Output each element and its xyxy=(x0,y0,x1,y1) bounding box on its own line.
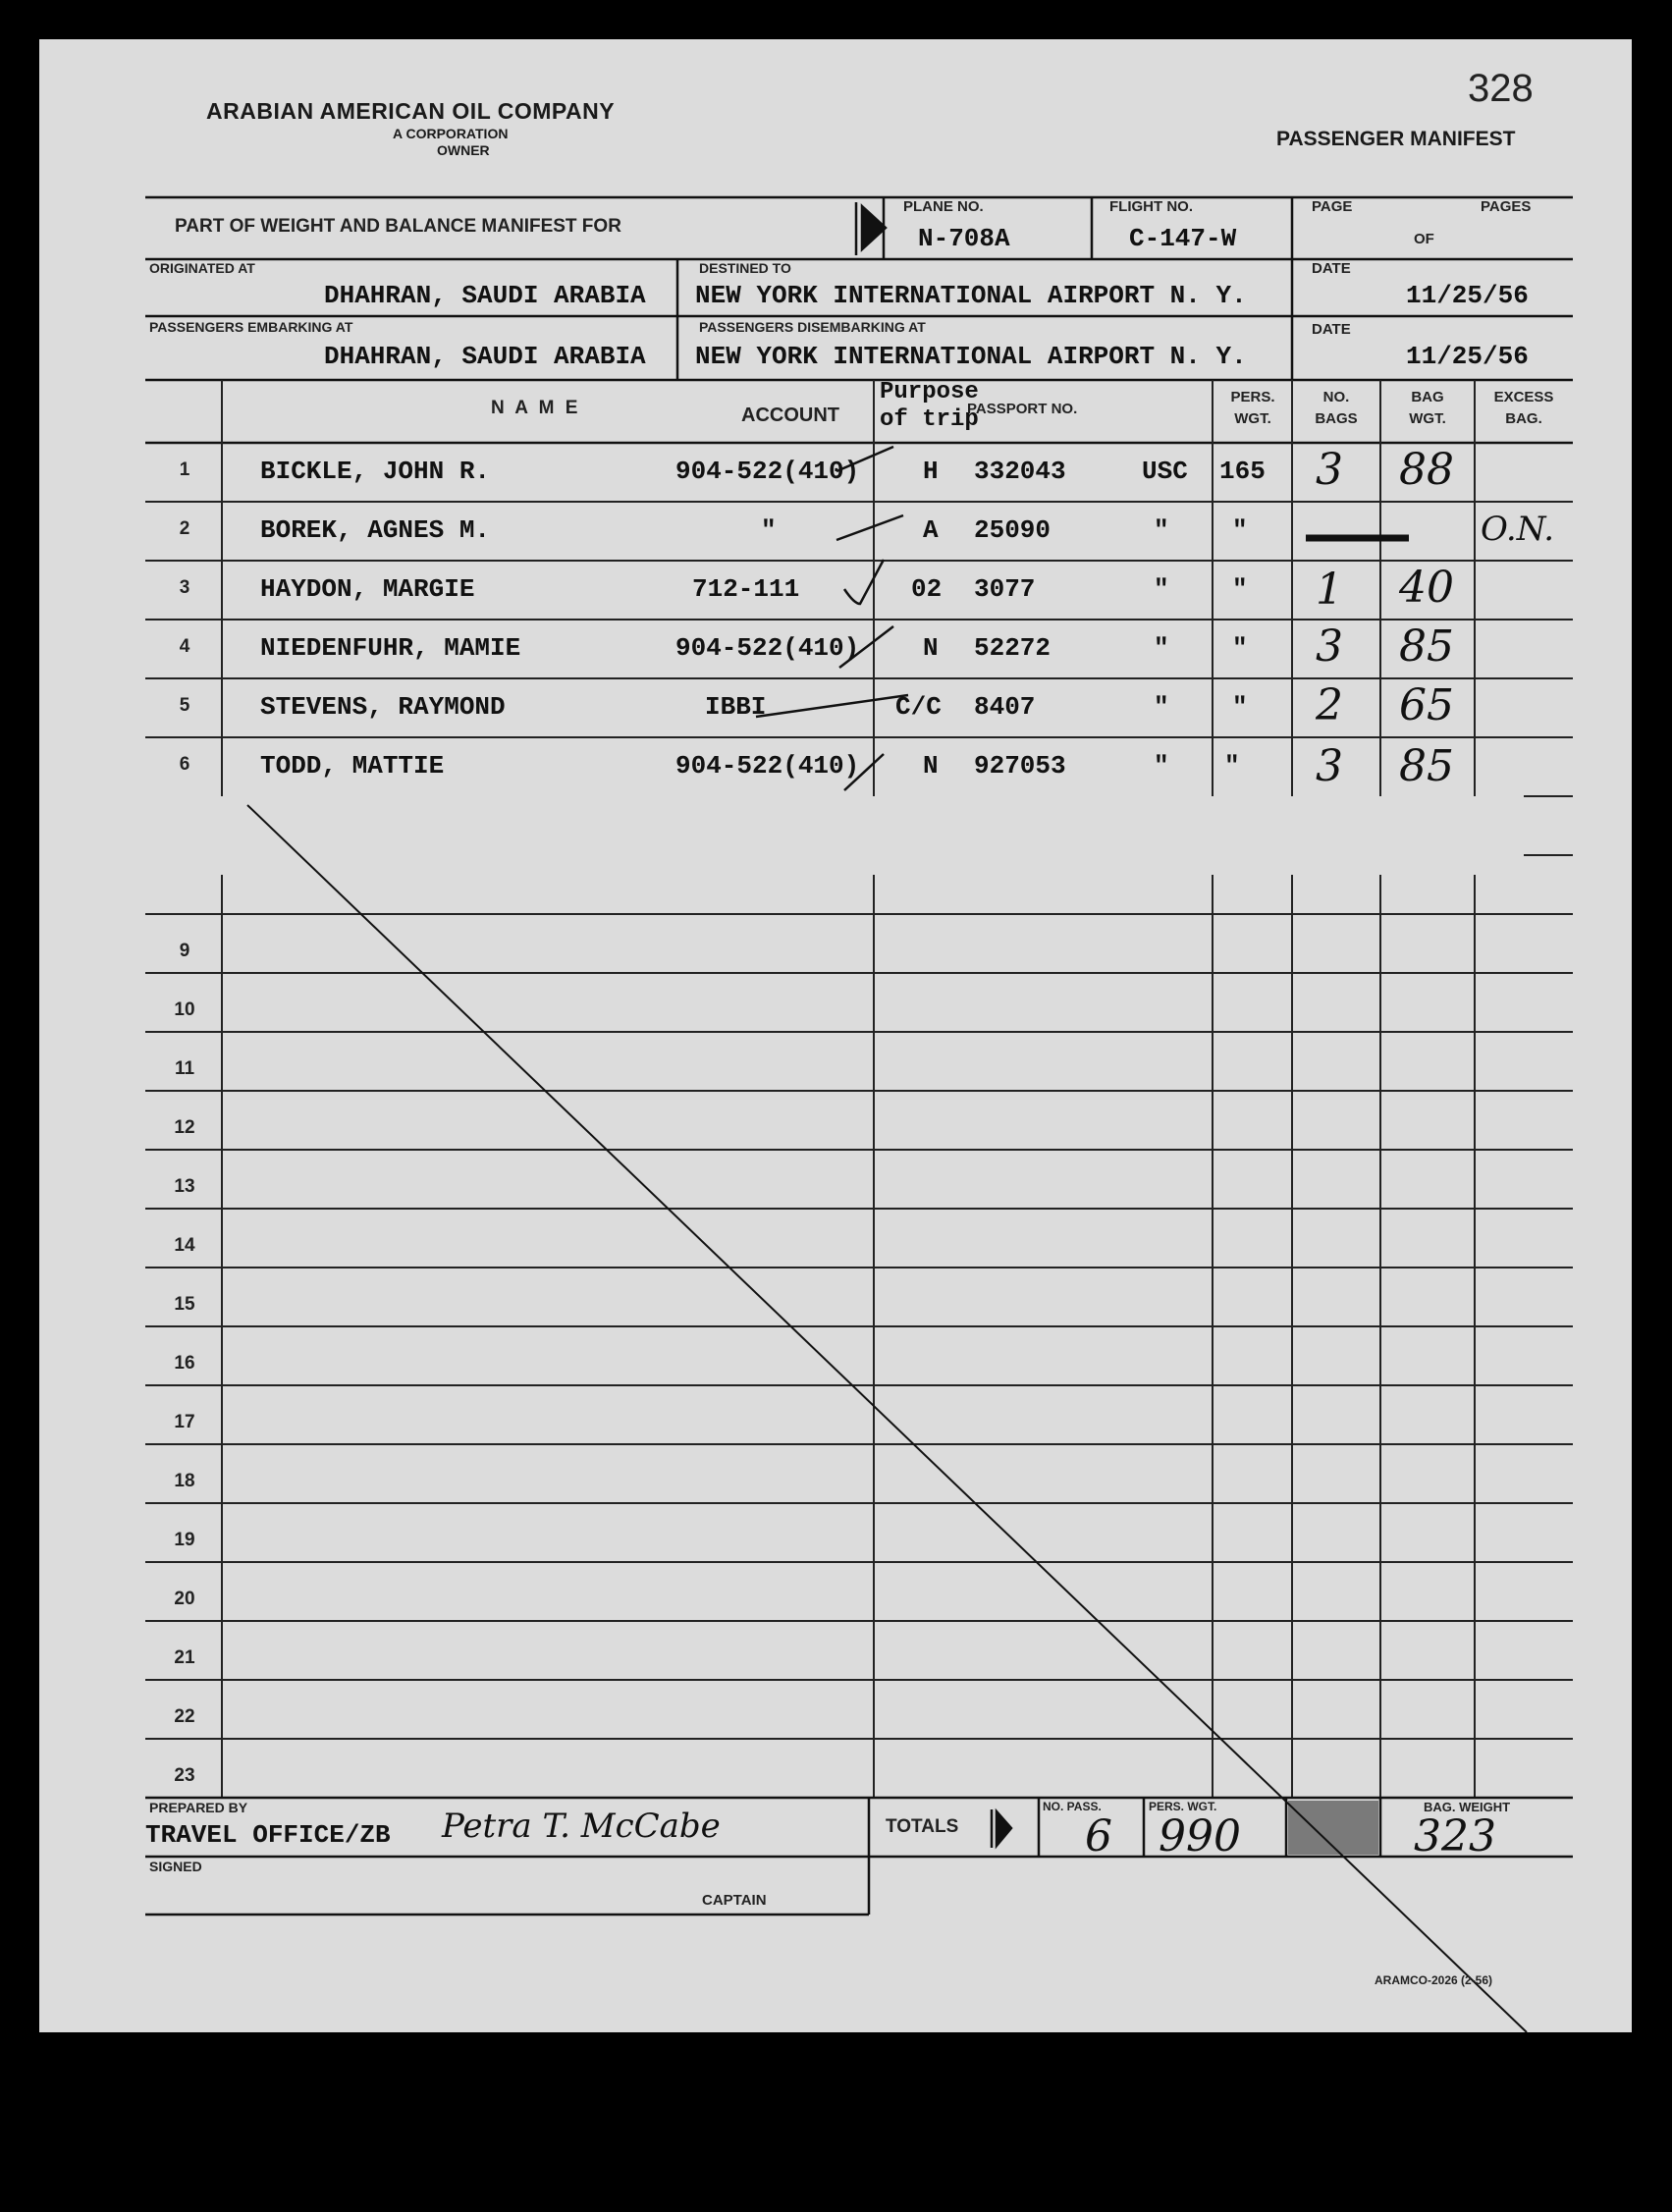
passenger-account: 904-522(410) xyxy=(675,751,860,781)
embark-label: PASSENGERS EMBARKING AT xyxy=(149,319,353,335)
col-purpose-2: of trip xyxy=(880,406,979,433)
row-number: 11 xyxy=(174,1058,195,1079)
passenger-purpose: H xyxy=(923,457,939,486)
manifest-page xyxy=(39,39,1632,2032)
bag-count: 3 xyxy=(1316,741,1343,791)
row-number: 3 xyxy=(179,577,190,598)
passenger-account: IBBI xyxy=(705,692,767,722)
passenger-name: NIEDENFUHR, MAMIE xyxy=(260,633,521,663)
bag-weight: 40 xyxy=(1399,563,1454,613)
prepared-by-label: PREPARED BY xyxy=(149,1800,248,1815)
bag-count: 1 xyxy=(1316,565,1343,615)
preparer-signature: Petra T. McCabe xyxy=(442,1807,721,1846)
passenger-name: HAYDON, MARGIE xyxy=(260,574,475,604)
page-label: PAGE xyxy=(1312,198,1353,215)
row-number: 18 xyxy=(174,1471,195,1491)
bag-weight: 85 xyxy=(1399,741,1454,791)
passenger-account: 904-522(410) xyxy=(675,457,860,486)
row-number: 13 xyxy=(174,1176,195,1197)
prepared-by: TRAVEL OFFICE/ZB xyxy=(145,1820,391,1850)
table-row xyxy=(39,502,1632,561)
destined-value: NEW YORK INTERNATIONAL AIRPORT N. Y. xyxy=(695,281,1247,310)
plane-no-label: PLANE NO. xyxy=(903,198,984,215)
bag-weight: 65 xyxy=(1399,680,1454,730)
col-no-bags-1: NO. xyxy=(1322,389,1350,405)
row-number: 2 xyxy=(179,518,190,539)
row-number: 15 xyxy=(174,1294,195,1315)
col-excess-1: EXCESS xyxy=(1493,389,1554,405)
destined-label: DESTINED TO xyxy=(699,260,791,276)
passenger-passport: 8407 xyxy=(974,692,1036,722)
passenger-name: BICKLE, JOHN R. xyxy=(260,457,491,486)
row-number: 5 xyxy=(179,695,190,716)
table-row xyxy=(39,443,1632,502)
row-number: 1 xyxy=(179,459,190,480)
table-row xyxy=(39,678,1632,737)
passenger-purpose: N xyxy=(923,633,939,663)
passenger-purpose: N xyxy=(923,751,939,781)
passenger-passport: 332043 xyxy=(974,457,1066,486)
bag-count: 3 xyxy=(1316,621,1343,672)
passenger-name: STEVENS, RAYMOND xyxy=(260,692,506,722)
passenger-name: TODD, MATTIE xyxy=(260,751,445,781)
form-title: PASSENGER MANIFEST xyxy=(1276,128,1516,150)
bag-weight-label: BAG. WEIGHT xyxy=(1424,1800,1511,1814)
totals-label: TOTALS xyxy=(886,1816,959,1837)
date-2: 11/25/56 xyxy=(1406,342,1529,371)
corporation-line: A CORPORATION xyxy=(393,126,509,141)
pers-wgt-label: PERS. WGT. xyxy=(1149,1800,1217,1813)
signed-label: SIGNED xyxy=(149,1859,202,1874)
date-1: 11/25/56 xyxy=(1406,281,1529,310)
row-number: 10 xyxy=(174,999,195,1020)
originated-label: ORIGINATED AT xyxy=(149,260,255,276)
date-label-1: DATE xyxy=(1312,260,1351,277)
disembark-value: NEW YORK INTERNATIONAL AIRPORT N. Y. xyxy=(695,342,1247,371)
col-pers-wgt-2: WGT. xyxy=(1234,410,1271,427)
passenger-account: 904-522(410) xyxy=(675,633,860,663)
captain-label: CAPTAIN xyxy=(702,1892,767,1909)
excess-bag: O.N. xyxy=(1481,510,1555,549)
part-of-label: PART OF WEIGHT AND BALANCE MANIFEST FOR xyxy=(175,216,621,237)
passenger-passport: 3077 xyxy=(974,574,1036,604)
table-row xyxy=(39,737,1632,796)
passenger-weight: " xyxy=(1232,515,1248,545)
passenger-account: " xyxy=(761,515,777,545)
row-number: 12 xyxy=(174,1117,195,1138)
of-label: OF xyxy=(1414,231,1434,247)
originated-value: DHAHRAN, SAUDI ARABIA xyxy=(324,281,646,310)
bag-weight: 88 xyxy=(1399,445,1454,495)
form-code: ARAMCO-2026 (2-56) xyxy=(1375,1973,1493,1987)
bag-count: 3 xyxy=(1316,445,1343,495)
col-bag-wgt-2: WGT. xyxy=(1409,410,1446,427)
col-purpose-1: Purpose xyxy=(880,379,979,405)
passenger-nationality: " xyxy=(1154,574,1169,604)
passenger-passport: 927053 xyxy=(974,751,1066,781)
company-name: ARABIAN AMERICAN OIL COMPANY xyxy=(206,98,616,124)
no-pass-label: NO. PASS. xyxy=(1043,1800,1102,1813)
no-pass-total: 6 xyxy=(1085,1811,1112,1861)
row-number: 9 xyxy=(179,941,190,961)
bag-count xyxy=(1345,496,1355,507)
passenger-purpose: C/C xyxy=(895,692,942,722)
passenger-weight: 165 xyxy=(1219,457,1266,486)
passenger-account: 712-111 xyxy=(692,574,800,604)
table-row xyxy=(39,561,1632,620)
row-number: 4 xyxy=(179,636,190,657)
form-lines xyxy=(39,39,1632,2032)
plane-no: N-708A xyxy=(918,224,1010,253)
bag-count: 2 xyxy=(1316,680,1343,730)
col-account: ACCOUNT xyxy=(741,405,839,426)
col-passport: PASSPORT NO. xyxy=(967,401,1078,417)
table-row xyxy=(39,620,1632,678)
passenger-nationality: " xyxy=(1154,751,1169,781)
row-number: 23 xyxy=(174,1765,195,1786)
row-number: 20 xyxy=(174,1589,195,1609)
passenger-nationality: " xyxy=(1154,692,1169,722)
passenger-weight: " xyxy=(1232,574,1248,604)
row-number: 6 xyxy=(179,754,190,775)
row-number: 21 xyxy=(174,1647,195,1668)
page-number: 328 xyxy=(1468,67,1534,110)
passenger-purpose: 02 xyxy=(911,574,943,604)
row-number: 16 xyxy=(174,1353,195,1374)
passenger-weight: " xyxy=(1232,633,1248,663)
row-number: 17 xyxy=(174,1412,195,1432)
bag-weight: 85 xyxy=(1399,621,1454,672)
embark-value: DHAHRAN, SAUDI ARABIA xyxy=(324,342,646,371)
passenger-passport: 25090 xyxy=(974,515,1052,545)
col-pers-wgt-1: PERS. xyxy=(1230,389,1275,405)
owner-line: OWNER xyxy=(437,142,490,158)
row-number: 14 xyxy=(174,1235,195,1256)
date-label-2: DATE xyxy=(1312,321,1351,338)
pages-label: PAGES xyxy=(1481,198,1532,215)
row-number: 19 xyxy=(174,1530,195,1550)
passenger-weight: " xyxy=(1224,751,1240,781)
col-name: N A M E xyxy=(491,398,581,418)
passenger-nationality: " xyxy=(1154,515,1169,545)
col-no-bags-2: BAGS xyxy=(1315,410,1358,427)
passenger-nationality: USC xyxy=(1142,457,1188,486)
col-bag-wgt-1: BAG xyxy=(1411,389,1444,405)
passenger-nationality: " xyxy=(1154,633,1169,663)
disembark-label: PASSENGERS DISEMBARKING AT xyxy=(699,319,926,335)
passenger-name: BOREK, AGNES M. xyxy=(260,515,491,545)
passenger-weight: " xyxy=(1232,692,1248,722)
passenger-passport: 52272 xyxy=(974,633,1052,663)
row-number: 22 xyxy=(174,1706,195,1727)
pers-wgt-total: 990 xyxy=(1159,1811,1241,1861)
flight-no: C-147-W xyxy=(1129,224,1237,253)
col-excess-2: BAG. xyxy=(1505,410,1542,427)
bag-weight-total: 323 xyxy=(1414,1811,1496,1861)
passenger-purpose: A xyxy=(923,515,939,545)
flight-no-label: FLIGHT NO. xyxy=(1109,198,1193,215)
